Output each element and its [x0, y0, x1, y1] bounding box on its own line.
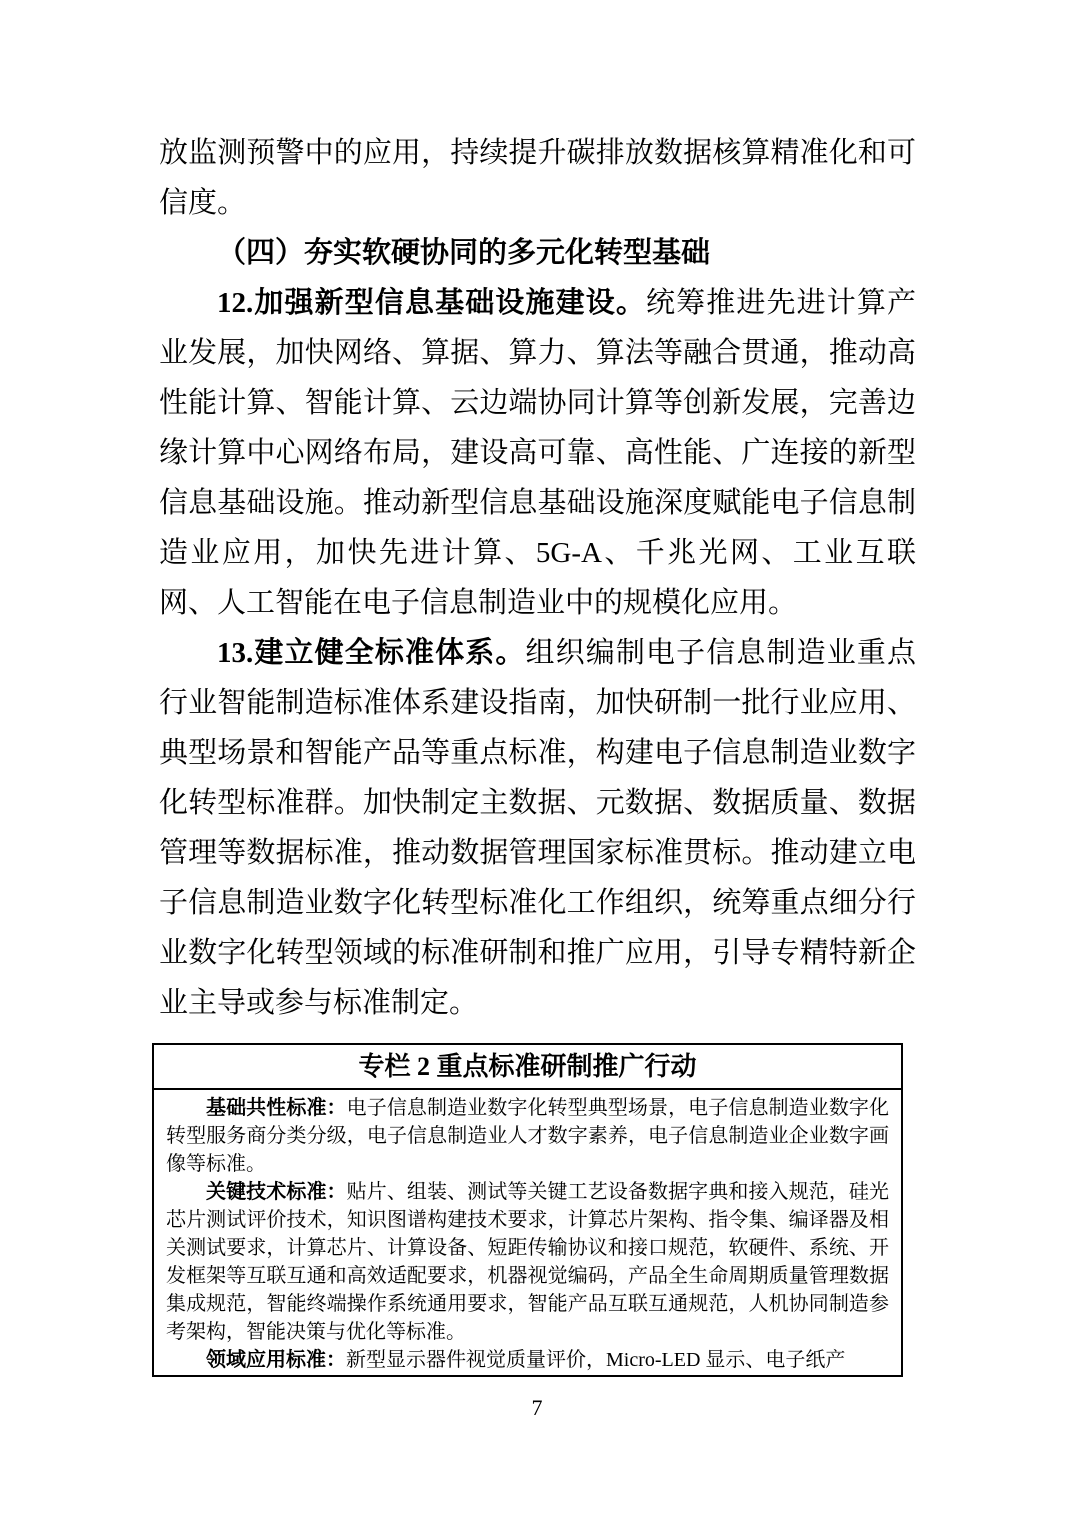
paragraph-continuation	[159, 128, 916, 228]
page-number: 7	[531, 1395, 543, 1420]
box-item-body: 电子信息制造业数字化转型典型场景，电子信息制造业数字化转型服务商分类分级，电子信息制造业人才数字素养，电子信息制造业企业数字画像等标准。	[166, 1097, 890, 1175]
special-column-box	[152, 1043, 903, 1377]
box-content	[154, 1090, 901, 1375]
paragraph-13	[159, 628, 916, 1028]
paragraph-12	[159, 278, 916, 628]
box-title: 专栏 2 重点标准研制推广行动	[154, 1045, 901, 1090]
box-item-body: 新型显示器件视觉质量评价，Micro-LED 显示、电子纸产	[346, 1349, 846, 1371]
box-item-lead: 领域应用标准：	[206, 1349, 346, 1371]
box-item-body: 贴片、组装、测试等关键工艺设备数据字典和接入规范，硅光芯片测试评价技术，知识图谱构建技术要求，计算芯片架构、指令集、编译器及相关测试要求，计算芯片、计算设备、短距传输协议和接口规范，软硬件、系统、开发框架等互联互通和高效适配要求，机器视觉编码，产品全生命周期质量管理数据集成规范，智能终端操作系统通用要求，智能产品互联互通规范，人机协同制造参考架构，智能决策与优化等标准。	[166, 1181, 890, 1343]
box-item-domain-application-standards	[166, 1346, 889, 1374]
box-item-key-technology-standards	[166, 1178, 889, 1346]
section-heading	[159, 228, 916, 278]
box-item-basic-common-standards	[166, 1094, 889, 1178]
section-heading-text: （四）夯实软硬协同的多元化转型基础	[217, 237, 711, 269]
paragraph-continuation-text: 放监测预警中的应用，持续提升碳排放数据核算精准化和可信度。	[159, 137, 916, 219]
body-text	[159, 128, 916, 1028]
paragraph-13-body: 组织编制电子信息制造业重点行业智能制造标准体系建设指南，加快研制一批行业应用、典型场景和智能产品等重点标准，构建电子信息制造业数字化转型标准群。加快制定主数据、元数据、数据质量、数据管理等数据标准，推动数据管理国家标准贯标。推动建立电子信息制造业数字化转型标准化工作组织，统筹重点细分行业数字化转型领域的标准研制和推广应用，引导专精特新企业主导或参与标准制定。	[159, 637, 916, 1019]
box-item-lead: 关键技术标准：	[206, 1181, 347, 1203]
box-item-lead: 基础共性标准：	[206, 1097, 347, 1119]
paragraph-12-lead: 12.加强新型信息基础设施建设。	[217, 287, 646, 319]
paragraph-13-lead: 13.建立健全标准体系。	[217, 637, 526, 669]
paragraph-12-body: 统筹推进先进计算产业发展，加快网络、算据、算力、算法等融合贯通，推动高性能计算、智能计算、云边端协同计算等创新发展，完善边缘计算中心网络布局，建设高可靠、高性能、广连接的新型信息基础设施。推动新型信息基础设施深度赋能电子信息制造业应用，加快先进计算、5G-A、千兆光网、工业互联网、人工智能在电子信息制造业中的规模化应用。	[159, 287, 916, 619]
